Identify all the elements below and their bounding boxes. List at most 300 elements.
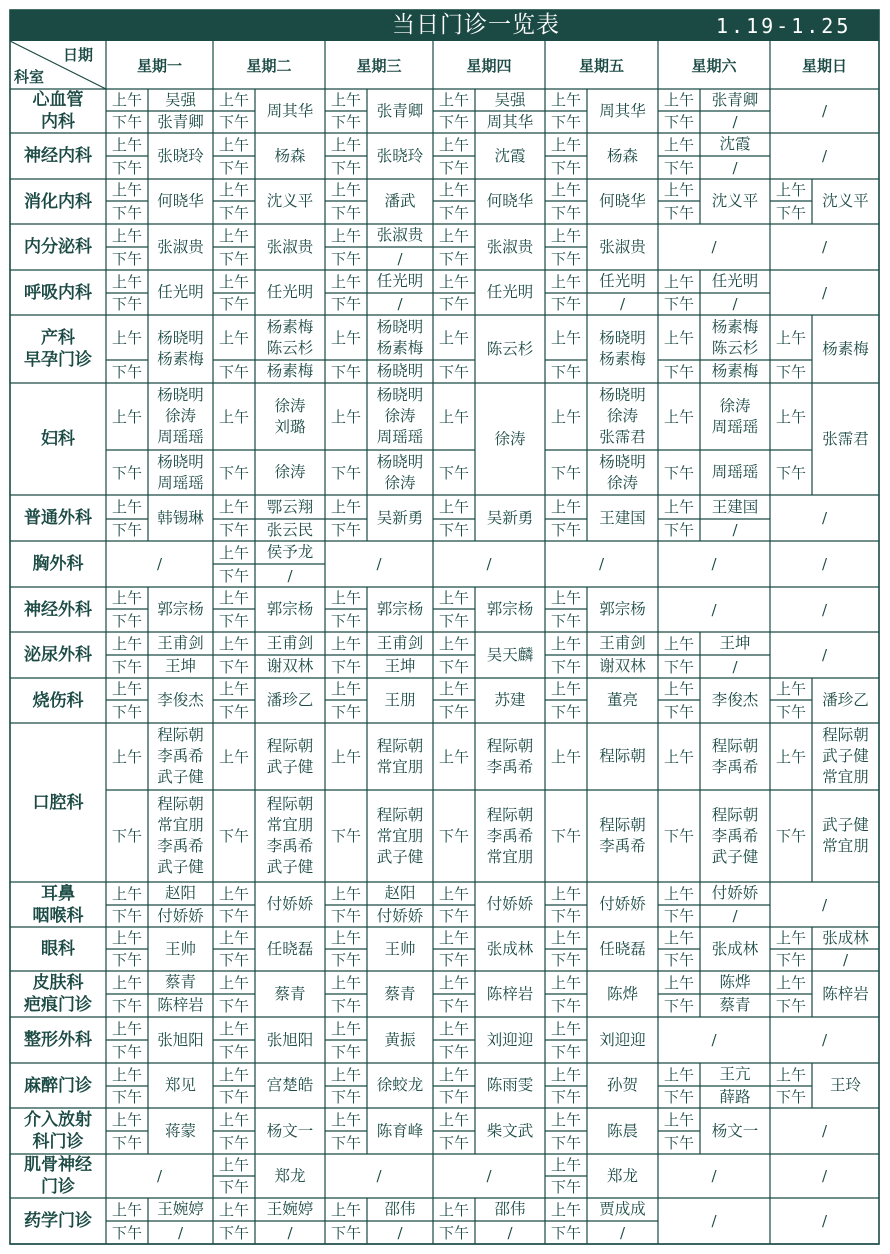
doctor-name: 蒋蒙	[164, 1121, 196, 1140]
doctor-name: 杨晓明 徐涛 张霈君	[599, 386, 646, 446]
pm-label: 下午	[330, 1223, 361, 1242]
am-label: 上午	[330, 328, 361, 347]
pm-label: 下午	[663, 203, 694, 222]
doctor-name: /	[619, 1223, 626, 1242]
pm-label: 下午	[330, 521, 361, 539]
doctor-name: 杨素梅 陈云杉	[266, 317, 314, 357]
pm-label: 下午	[438, 996, 469, 1015]
am-label: 上午	[550, 272, 581, 291]
pm-label: 下午	[775, 362, 806, 381]
doctor-name: 刘迎迎	[599, 1030, 646, 1049]
am-label: 上午	[663, 498, 694, 516]
pm-label: 下午	[218, 113, 249, 131]
doctor-name: /	[619, 295, 626, 313]
doctor-name: 李俊杰	[711, 691, 759, 709]
doctor-name: 王坤	[164, 657, 196, 675]
pm-label: 下午	[550, 249, 581, 268]
am-label: 上午	[438, 973, 469, 992]
am-label: 上午	[438, 272, 469, 291]
pm-label: 下午	[775, 996, 806, 1015]
pm-label: 下午	[218, 463, 249, 482]
doctor-name: 王帅	[384, 939, 416, 958]
doctor-name: 潘珍乙	[266, 691, 314, 709]
closed-slash: /	[711, 600, 717, 619]
closed-slash: /	[821, 283, 828, 302]
am-label: 上午	[550, 1156, 581, 1174]
doctor-name: /	[397, 295, 403, 313]
am-label: 上午	[663, 929, 694, 947]
doctor-name: 张晓玲	[157, 146, 204, 165]
am-label: 上午	[218, 135, 249, 154]
pm-label: 下午	[550, 1133, 581, 1152]
doctor-name: 薛路	[719, 1087, 751, 1106]
pm-label: 下午	[111, 295, 142, 313]
am-label: 上午	[218, 1065, 249, 1084]
dept-name: 内分泌科	[24, 237, 92, 257]
pm-label: 下午	[663, 827, 694, 845]
am-label: 上午	[550, 589, 581, 607]
doctor-name: 杨晓明 徐涛	[376, 452, 424, 492]
doctor-name: 沈义平	[711, 192, 759, 210]
doctor-name: 蔡青	[384, 984, 416, 1003]
pm-label: 下午	[218, 657, 249, 676]
doctor-name: 郑龙	[606, 1166, 638, 1185]
doctor-name: 徐蛟龙	[376, 1076, 424, 1094]
pm-label: 下午	[330, 827, 361, 845]
doctor-name: /	[732, 907, 738, 925]
pm-label: 下午	[438, 1133, 469, 1152]
dept-name: 妇科	[41, 429, 75, 449]
am-label: 上午	[111, 634, 142, 653]
doctor-name: 沈义平	[822, 192, 869, 210]
am-label: 上午	[550, 226, 581, 245]
pm-label: 下午	[218, 951, 249, 969]
am-label: 上午	[111, 226, 142, 245]
dept-name: 神经外科	[24, 599, 92, 620]
doctor-name: 杨森	[274, 146, 306, 165]
doctor-name: 王玲	[829, 1076, 861, 1094]
dept-name: 普通外科	[24, 508, 92, 528]
pm-label: 下午	[111, 113, 142, 131]
pm-label: 下午	[438, 113, 469, 131]
pm-label: 下午	[330, 203, 361, 222]
doctor-name: 陈烨	[719, 973, 751, 991]
doctor-name: 任光明	[486, 283, 534, 301]
pm-label: 下午	[330, 249, 361, 268]
doctor-name: 谢双林	[266, 657, 314, 675]
am-label: 上午	[438, 884, 469, 903]
am-label: 上午	[775, 973, 806, 992]
doctor-name: 王甫剑	[599, 634, 646, 652]
doctor-name: 张云民	[266, 520, 314, 539]
pm-label: 下午	[663, 702, 694, 721]
date-range: 1.19-1.25	[716, 14, 852, 38]
doctor-name: /	[287, 1223, 293, 1242]
pm-label: 下午	[663, 295, 694, 313]
day-header: 星期一	[136, 56, 182, 75]
doctor-name: 王亢	[719, 1065, 751, 1083]
doctor-name: 何晓华	[157, 192, 204, 210]
doctor-name: 王建国	[599, 508, 646, 527]
am-label: 上午	[111, 328, 142, 347]
dept-name: 烧伤科	[32, 690, 84, 711]
dept-name: 药学门诊	[24, 1211, 92, 1231]
doctor-name: 杨晓明 杨素梅	[157, 329, 204, 368]
am-label: 上午	[550, 91, 581, 109]
pm-label: 下午	[775, 463, 806, 482]
am-label: 上午	[550, 1065, 581, 1084]
doctor-name: 徐涛 周瑶瑶	[711, 396, 759, 436]
am-label: 上午	[218, 407, 249, 426]
doctor-name: /	[732, 657, 738, 676]
doctor-name: /	[732, 295, 738, 313]
pm-label: 下午	[111, 611, 142, 630]
pm-label: 下午	[218, 158, 249, 177]
doctor-name: 杨素梅	[822, 339, 869, 358]
am-label: 上午	[111, 589, 142, 607]
pm-label: 下午	[111, 1133, 142, 1152]
doctor-name: 蔡青	[274, 984, 306, 1003]
pm-label: 下午	[218, 1223, 249, 1242]
am-label: 上午	[218, 498, 249, 516]
doctor-name: 王甫剑	[266, 634, 314, 652]
am-label: 上午	[330, 973, 361, 992]
dept-name: 泌尿外科	[24, 645, 92, 665]
doctor-name: 张成林	[711, 939, 759, 958]
pm-label: 下午	[438, 295, 469, 313]
am-label: 上午	[111, 498, 142, 516]
am-label: 上午	[111, 407, 142, 426]
doctor-name: 赵阳	[384, 884, 416, 902]
doctor-name: 任晓磊	[266, 939, 314, 958]
am-label: 上午	[218, 1156, 249, 1174]
dept-name: 皮肤科 疤痕门诊	[24, 973, 92, 1015]
doctor-name: 杨晓明 徐涛 周瑶瑶	[157, 386, 204, 446]
am-label: 上午	[438, 680, 469, 698]
doctor-name: 吴强	[494, 90, 526, 109]
doctor-name: 杨文一	[711, 1121, 759, 1140]
am-label: 上午	[330, 272, 361, 291]
pm-label: 下午	[550, 362, 581, 381]
doctor-name: 张旭阳	[157, 1030, 204, 1049]
doctor-name: /	[842, 951, 849, 969]
day-header: 星期四	[466, 56, 512, 75]
am-label: 上午	[438, 328, 469, 347]
am-label: 上午	[438, 747, 469, 766]
doctor-name: /	[732, 521, 738, 539]
doctor-name: 赵阳	[164, 884, 196, 902]
am-label: 上午	[111, 973, 142, 992]
am-label: 上午	[330, 407, 361, 426]
pm-label: 下午	[663, 362, 694, 381]
pm-label: 下午	[438, 907, 469, 925]
am-label: 上午	[550, 135, 581, 154]
doctor-name: 李俊杰	[157, 691, 204, 709]
am-label: 上午	[111, 1065, 142, 1084]
doctor-name: 王坤	[719, 634, 751, 652]
am-label: 上午	[438, 1110, 469, 1129]
am-label: 上午	[330, 91, 361, 109]
doctor-name: 杨森	[606, 146, 638, 165]
dept-name: 肌骨神经 门诊	[24, 1155, 92, 1197]
doctor-name: 陈梓岩	[486, 984, 534, 1003]
doctor-name: 程际朝 常宜朋	[376, 736, 424, 776]
pm-label: 下午	[438, 249, 469, 268]
am-label: 上午	[663, 884, 694, 903]
am-label: 上午	[775, 181, 806, 199]
closed-slash: /	[486, 555, 492, 573]
am-label: 上午	[218, 1200, 249, 1219]
closed-slash: /	[376, 1167, 382, 1185]
doctor-name: 程际朝 武子健	[266, 736, 314, 776]
doctor-name: 付娇娇	[599, 895, 646, 913]
pm-label: 下午	[330, 295, 361, 313]
am-label: 上午	[550, 929, 581, 947]
doctor-name: 吴新勇	[486, 508, 534, 527]
dept-name: 介入放射 科门诊	[24, 1110, 92, 1152]
doctor-name: 张旭阳	[266, 1030, 314, 1049]
doctor-name: 任光明	[376, 272, 424, 290]
doctor-name: 程际朝 李禹希 武子健	[711, 805, 759, 866]
closed-slash: /	[821, 646, 828, 664]
day-header: 星期五	[578, 56, 624, 75]
closed-slash: /	[821, 1212, 828, 1230]
pm-label: 下午	[111, 521, 142, 539]
am-label: 上午	[438, 407, 469, 426]
closed-slash: /	[486, 1167, 492, 1185]
pm-label: 下午	[218, 566, 249, 585]
doctor-name: 任光明	[711, 272, 759, 290]
doctor-name: 吴天麟	[486, 645, 534, 664]
doctor-name: 沈霞	[719, 135, 751, 153]
pm-label: 下午	[218, 249, 249, 268]
pm-label: 下午	[111, 362, 142, 381]
doctor-name: 付娇娇	[376, 906, 424, 925]
pm-label: 下午	[330, 113, 361, 131]
doctor-name: 张成林	[822, 928, 869, 947]
am-label: 上午	[550, 680, 581, 698]
pm-label: 下午	[218, 1133, 249, 1152]
am-label: 上午	[111, 929, 142, 947]
pm-label: 下午	[111, 203, 142, 222]
pm-label: 下午	[218, 1178, 249, 1196]
pm-label: 下午	[330, 907, 361, 925]
am-label: 上午	[438, 226, 469, 245]
closed-slash: /	[821, 600, 828, 619]
am-label: 上午	[663, 680, 694, 698]
pm-label: 下午	[330, 1088, 361, 1106]
pm-label: 下午	[775, 702, 806, 721]
doctor-name: 张霈君	[822, 429, 869, 448]
dept-name: 心血管 内科	[32, 90, 84, 132]
am-label: 上午	[550, 407, 581, 426]
doctor-name: 何晓华	[486, 192, 534, 210]
doctor-name: 吴强	[164, 90, 196, 109]
am-label: 上午	[775, 929, 806, 947]
am-label: 上午	[438, 589, 469, 607]
doctor-name: 蔡青	[164, 973, 196, 991]
day-header: 星期六	[691, 56, 737, 75]
am-label: 上午	[111, 91, 142, 109]
closed-slash: /	[821, 895, 828, 914]
pm-label: 下午	[775, 203, 806, 222]
pm-label: 下午	[663, 657, 694, 676]
am-label: 上午	[111, 272, 142, 291]
day-header: 星期三	[356, 56, 402, 75]
am-label: 上午	[330, 135, 361, 154]
pm-label: 下午	[438, 463, 469, 482]
am-label: 上午	[111, 884, 142, 903]
doctor-name: 王帅	[164, 939, 196, 958]
doctor-name: 杨文一	[266, 1121, 314, 1140]
doctor-name: 王甫剑	[157, 634, 204, 652]
pm-label: 下午	[663, 907, 694, 925]
pm-label: 下午	[330, 1133, 361, 1152]
am-label: 上午	[330, 226, 361, 245]
pm-label: 下午	[330, 657, 361, 676]
am-label: 上午	[663, 1110, 694, 1129]
am-label: 上午	[663, 272, 694, 291]
dept-name: 耳鼻 咽喉科	[32, 883, 84, 926]
doctor-name: 苏建	[494, 691, 526, 709]
doctor-name: 张淑贵	[599, 237, 646, 256]
closed-slash: /	[598, 555, 605, 573]
doctor-name: 杨晓明 周瑶瑶	[157, 452, 204, 492]
doctor-name: 邵伟	[494, 1200, 526, 1218]
pm-label: 下午	[111, 1088, 142, 1106]
pm-label: 下午	[111, 702, 142, 721]
am-label: 上午	[111, 181, 142, 199]
pm-label: 下午	[550, 113, 581, 131]
doctor-name: 杨素梅	[711, 362, 759, 380]
am-label: 上午	[663, 135, 694, 154]
pm-label: 下午	[438, 521, 469, 539]
doctor-name: 邵伟	[384, 1200, 416, 1218]
doctor-name: 杨晓明 杨素梅	[376, 317, 424, 357]
pm-label: 下午	[663, 463, 694, 482]
am-label: 上午	[111, 1019, 142, 1038]
doctor-name: 程际朝 李禹希	[486, 736, 534, 776]
doctor-name: 张淑贵	[486, 237, 534, 256]
doctor-name: 黄振	[384, 1030, 416, 1049]
am-label: 上午	[438, 91, 469, 109]
doctor-name: 吴新勇	[376, 508, 424, 527]
closed-slash: /	[711, 238, 717, 256]
doctor-name: 柴文武	[486, 1121, 534, 1140]
pm-label: 下午	[218, 907, 249, 925]
am-label: 上午	[218, 272, 249, 291]
pm-label: 下午	[438, 203, 469, 222]
am-label: 上午	[775, 1065, 806, 1084]
pm-label: 下午	[550, 996, 581, 1015]
pm-label: 下午	[550, 951, 581, 969]
doctor-name: 程际朝 常宜朋 武子健	[376, 805, 424, 866]
pm-label: 下午	[330, 702, 361, 721]
am-label: 上午	[438, 1200, 469, 1219]
pm-label: 下午	[550, 1088, 581, 1106]
doctor-name: 付娇娇	[157, 906, 204, 925]
am-label: 上午	[550, 747, 581, 766]
closed-slash: /	[821, 509, 828, 527]
pm-label: 下午	[111, 907, 142, 925]
am-label: 上午	[775, 680, 806, 698]
doctor-name: 杨晓明 杨素梅	[599, 329, 646, 368]
am-label: 上午	[330, 1200, 361, 1219]
am-label: 上午	[111, 1200, 142, 1219]
pm-label: 下午	[330, 158, 361, 177]
am-label: 上午	[663, 973, 694, 992]
doctor-name: 付娇娇	[711, 884, 759, 902]
pm-label: 下午	[550, 702, 581, 721]
doctor-name: 徐涛 刘璐	[274, 396, 306, 436]
am-label: 上午	[111, 1110, 142, 1129]
pm-label: 下午	[438, 611, 469, 630]
doctor-name: 郭宗杨	[376, 600, 424, 618]
doctor-name: 沈义平	[266, 192, 314, 210]
doctor-name: 郭宗杨	[157, 600, 204, 618]
doctor-name: 杨晓明	[376, 362, 424, 380]
doctor-name: /	[507, 1223, 513, 1242]
am-label: 上午	[663, 1065, 694, 1084]
closed-slash: /	[711, 1212, 717, 1230]
am-label: 上午	[330, 884, 361, 903]
am-label: 上午	[111, 680, 142, 698]
am-label: 上午	[550, 634, 581, 653]
am-label: 上午	[550, 498, 581, 516]
pm-label: 下午	[550, 827, 581, 845]
header-date-label: 日期	[63, 46, 94, 64]
doctor-name: 王朋	[384, 691, 416, 709]
doctor-name: 王甫剑	[376, 634, 424, 652]
doctor-name: /	[287, 566, 293, 585]
am-label: 上午	[663, 747, 694, 766]
am-label: 上午	[550, 1019, 581, 1038]
closed-slash: /	[156, 555, 163, 573]
doctor-name: 潘武	[384, 192, 416, 210]
am-label: 上午	[550, 884, 581, 903]
pm-label: 下午	[550, 1223, 581, 1242]
dept-name: 神经内科	[24, 146, 92, 166]
doctor-name: 程际朝 常宜朋 李禹希 武子健	[157, 795, 204, 876]
pm-label: 下午	[111, 951, 142, 969]
pm-label: 下午	[330, 1042, 361, 1061]
doctor-name: 任晓磊	[599, 939, 646, 958]
pm-label: 下午	[218, 996, 249, 1015]
doctor-name: 徐涛	[494, 429, 526, 448]
am-label: 上午	[330, 747, 361, 766]
am-label: 上午	[218, 973, 249, 992]
doctor-name: 程际朝	[599, 747, 646, 765]
doctor-name: 沈霞	[494, 146, 526, 165]
pm-label: 下午	[550, 203, 581, 222]
pm-label: 下午	[330, 996, 361, 1015]
am-label: 上午	[550, 181, 581, 199]
pm-label: 下午	[550, 611, 581, 630]
am-label: 上午	[218, 680, 249, 698]
doctor-name: 付娇娇	[266, 895, 314, 913]
doctor-name: 王婉婷	[266, 1200, 314, 1218]
am-label: 上午	[111, 747, 142, 766]
doctor-name: 程际朝 武子健 常宜朋	[822, 726, 869, 786]
dept-name: 口腔科	[32, 792, 84, 813]
pm-label: 下午	[111, 1042, 142, 1061]
pm-label: 下午	[111, 827, 142, 845]
pm-label: 下午	[775, 1088, 806, 1106]
doctor-name: 潘珍乙	[822, 691, 869, 709]
am-label: 上午	[330, 680, 361, 698]
pm-label: 下午	[218, 702, 249, 721]
am-label: 上午	[218, 181, 249, 199]
